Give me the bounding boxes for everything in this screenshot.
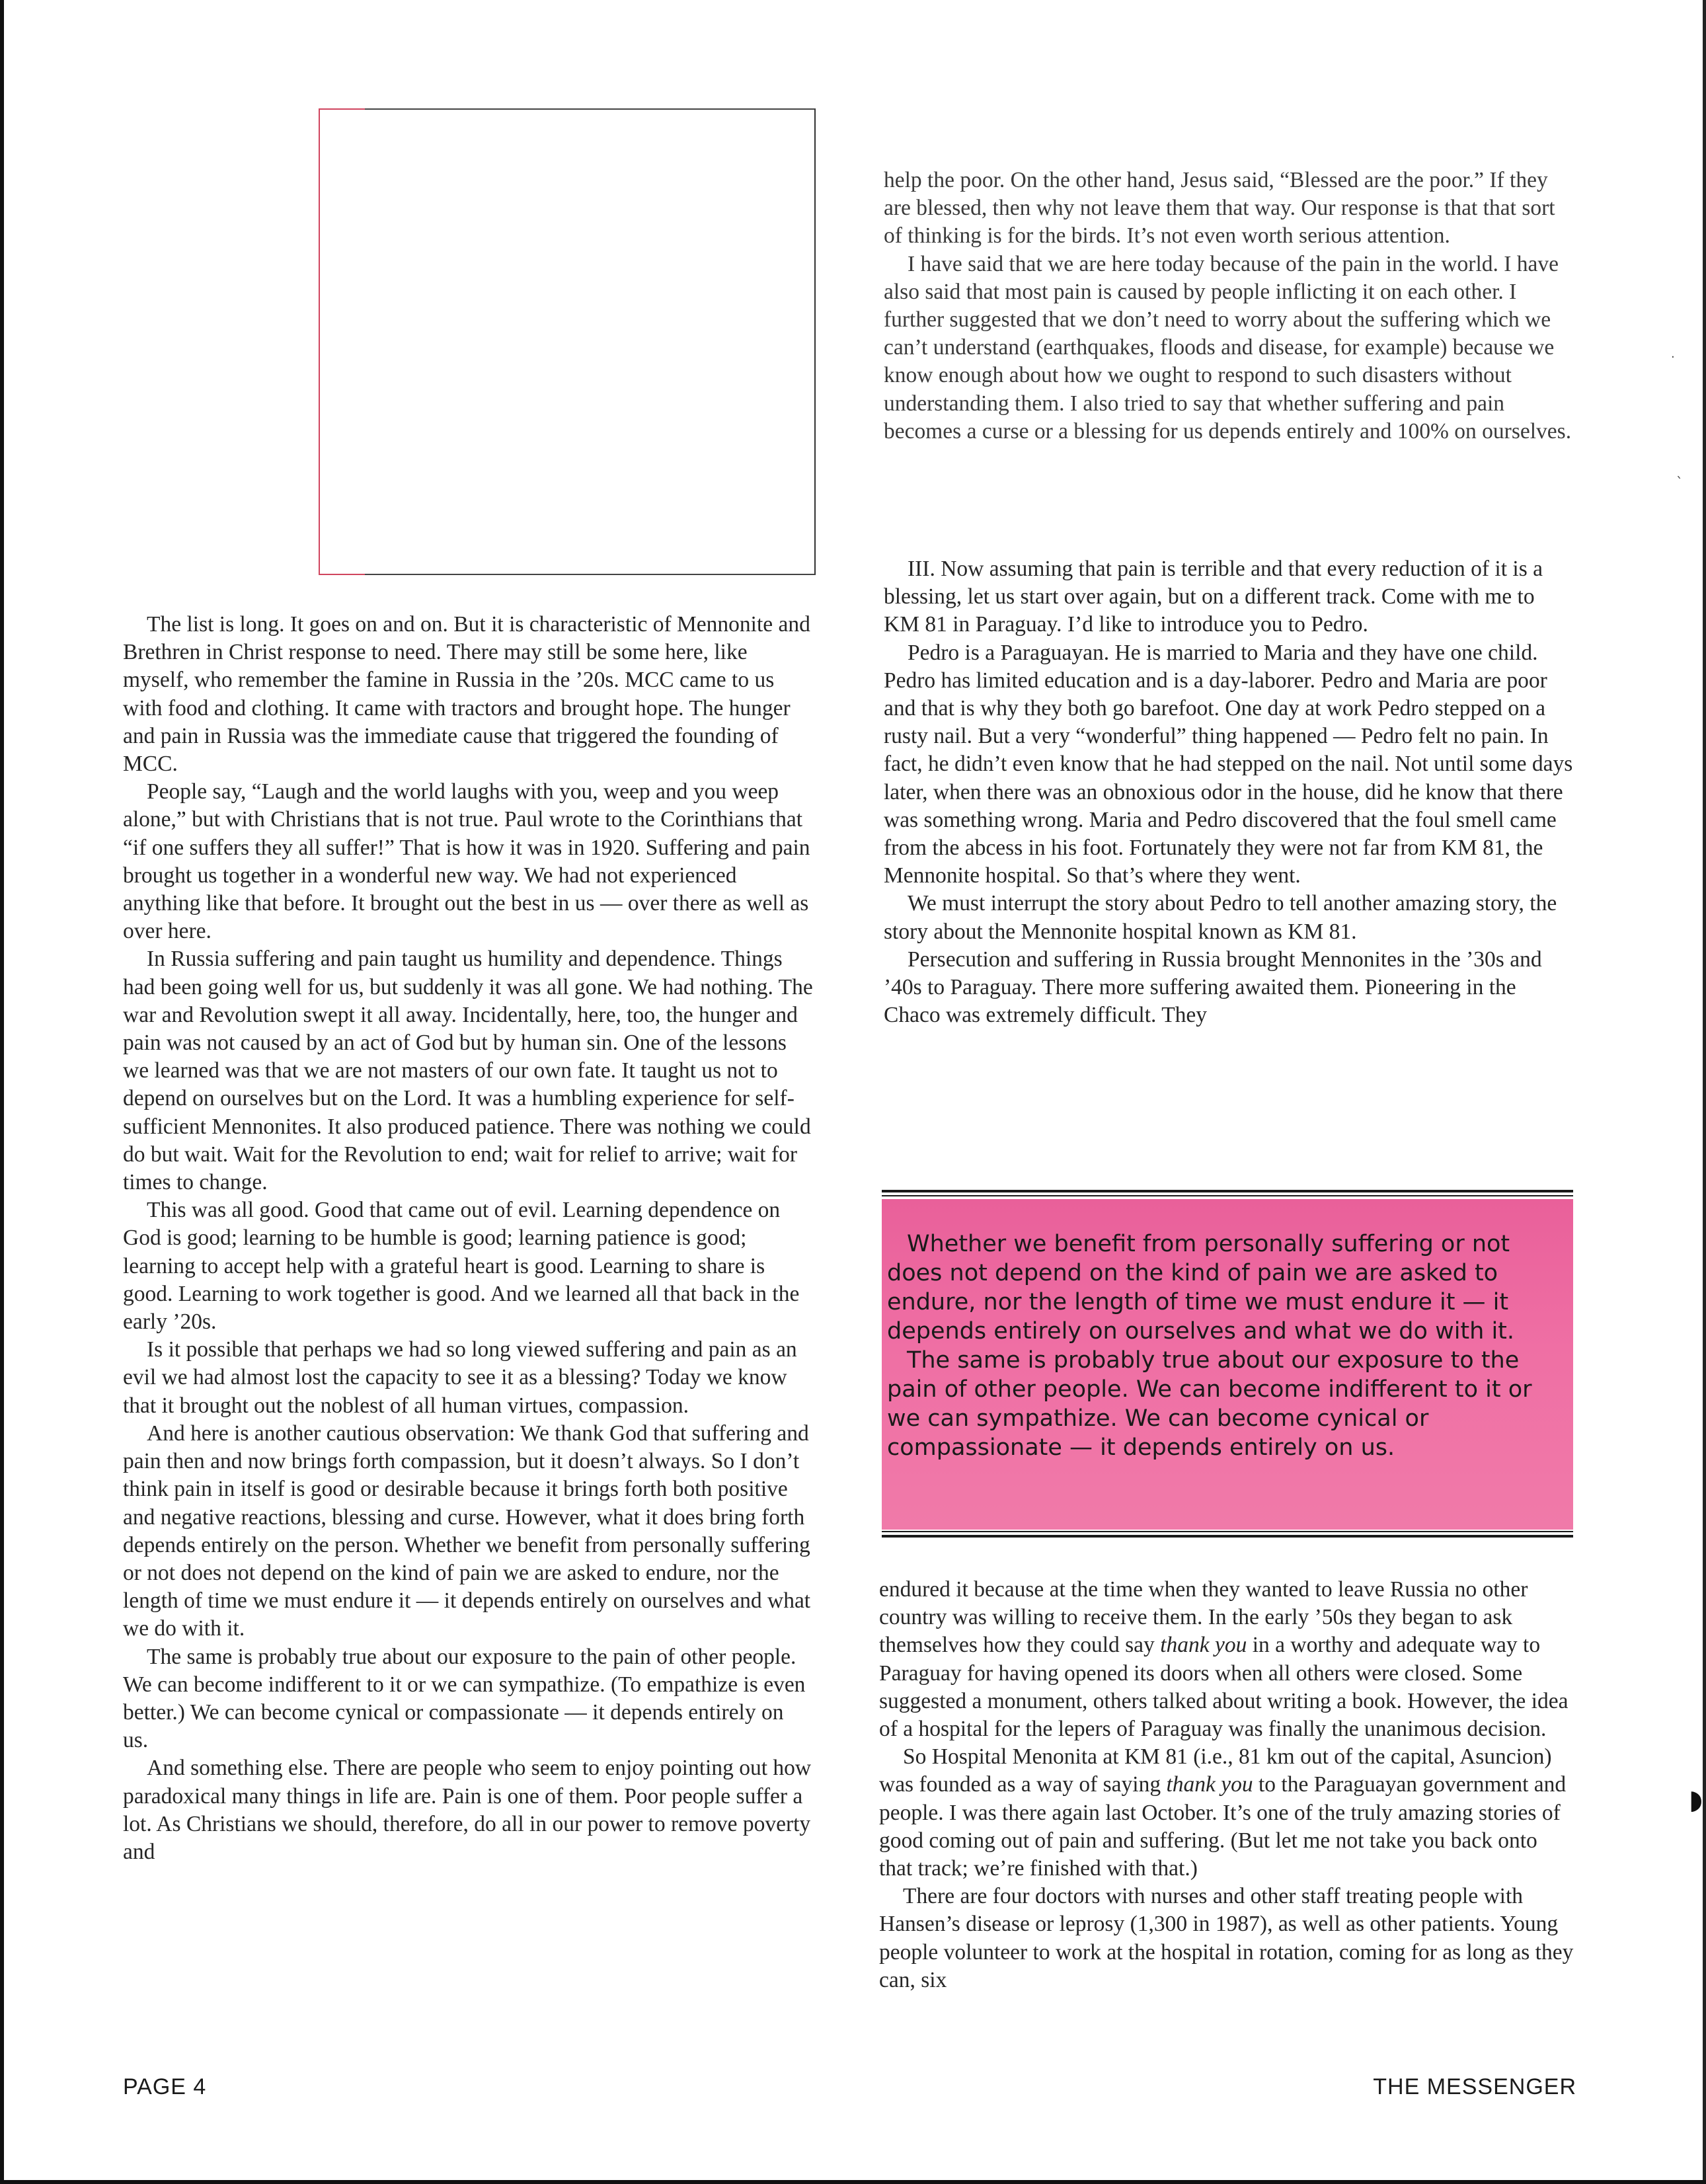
- paragraph: So Hospital Menonita at KM 81 (i.e., 81 km out of the capital, Asuncion) was founded as a way of saying thank you to the Paraguayan government and people. I was there again last October. It’s one of the truly amazing stories of good coming out of pain and suffering. (But let me not take you back onto that track; we’re finished with that.): [879, 1744, 1567, 1881]
- pull-quote-body: [882, 1199, 1573, 1530]
- paragraph: Persecution and suffering in Russia brought Mennonites in the ’30s and ’40s to Paraguay. There more suffering awaited them. Pioneering in the Chaco was extremely difficult. They: [884, 947, 1542, 1028]
- right-column-top: [884, 167, 1574, 446]
- paragraph: endured it because at the time when they wanted to leave Russia no other country was willing to receive them. In the early ’50s they began to ask themselves how they could say thank you in a worthy and adequate way to Paraguay for having opened its doors when all others were closed. Some suggested a monument, others talked about writing a book. However, the idea of a hospital for the lepers of Paraguay was finally the unanimous decision.: [879, 1577, 1569, 1742]
- scan-mark: ·: [1671, 350, 1675, 364]
- pull-quote-rule-top: [882, 1190, 1573, 1192]
- pull-quote-paragraph: The same is probably true about our exposure to the pain of other people. We can become indifferent to it or we can sympathize. We can become cynical or compassionate — it depends entirely on us.: [887, 1347, 1532, 1461]
- paragraph: This was all good. Good that came out of evil. Learning dependence on God is good; learning to be humble is good; learning patience is good; learning to accept help with a grateful heart is good. Learning to share is good. Learning to work together is good. And we learned all that back in the early ’20s.: [123, 1198, 800, 1335]
- scan-edge-bottom: [0, 2180, 1706, 2184]
- paragraph: People say, “Laugh and the world laughs with you, weep and you weep alone,” but with Christians that is not true. Paul wrote to the Corinthians that “if one suffers they all suffer!” That is how it was in 1920. Suffering and pain brought us together in a wonderful new way. We had not experienced anything like that before. It brought out the best in us — over there as well as over here.: [123, 779, 810, 944]
- paragraph: I have said that we are here today because of the pain in the world. I have also said that most pain is caused by people inflicting it on each other. I further suggested that we don’t need to worry about the suffering which we can’t understand (earthquakes, floods and disease, for example) because we know enough about how we ought to respond to such disasters without understanding them. I also tried to say that whether suffering and pain becomes a curse or a blessing for us depends entirely and 100% on ourselves.: [884, 251, 1572, 444]
- left-column: [123, 611, 813, 1866]
- photo-placeholder-frame: [319, 108, 816, 575]
- right-column-middle: [884, 555, 1574, 1029]
- scan-edge-right: [1703, 0, 1706, 2184]
- paragraph: Pedro is a Paraguayan. He is married to Maria and they have one child. Pedro has limited education and is a day-laborer. Pedro and Maria are poor and that is why they both go barefoot. One day at work Pedro stepped on a rusty nail. But a very “wonderful” thing happened — Pedro felt no pain. In fact, he didn’t even know that he had stepped on the nail. Not until some days later, when there was an obnoxious odor in the house, did he know that there was something wrong. Maria and Pedro discovered that the foul smell came from the abcess in his foot. Fortunately they were not far from KM 81, the Mennonite hospital. So that’s where they went.: [884, 640, 1573, 888]
- scan-mark: ˎ: [1676, 463, 1683, 479]
- paragraph: The same is probably true about our exposure to the pain of other people. We can become indifferent to it or we can sympathize. (To empathize is even better.) We can become cynical or compassionate — it depends entirely on us.: [123, 1644, 806, 1753]
- paragraph: III. Now assuming that pain is terrible and that every reduction of it is a blessing, let us start over again, but on a different track. Come with me to KM 81 in Paraguay. I’d like to introduce you to Pedro.: [884, 557, 1543, 637]
- paragraph: We must interrupt the story about Pedro to tell another amazing story, the story about the Mennonite hospital known as KM 81.: [884, 891, 1557, 944]
- pull-quote-rule-bottom: [882, 1535, 1573, 1538]
- paragraph: In Russia suffering and pain taught us humility and dependence. Things had been going well for us, but suddenly it was all gone. We had nothing. The war and Revolution swept it all away. Incidentally, here, too, the hunger and pain was not caused by an act of God but by human sin. One of the lessons we learned was that we are not masters of our own fate. It taught us not to depend on ourselves but on the Lord. It was a humbling experience for self-sufficient Mennonites. It also produced patience. There was nothing we could do but wait. Wait for the Revolution to end; wait for relief to arrive; wait for times to change.: [123, 947, 813, 1195]
- scan-mark: ◗: [1689, 1785, 1703, 1815]
- paragraph: Is it possible that perhaps we had so long viewed suffering and pain as an evil we had almost lost the capacity to see it as a blessing? Today we know that it brought out the noblest of all human virtues, compassion.: [123, 1337, 797, 1418]
- paragraph: And something else. There are people who seem to enjoy pointing out how paradoxical many things in life are. Pain is one of them. Poor people suffer a lot. As Christians we should, therefore, do all in our power to remove poverty and: [123, 1756, 812, 1864]
- paragraph: And here is another cautious observation: We thank God that suffering and pain then and now brings forth compassion, but it doesn’t always. So I don’t think pain in itself is good or desirable because it brings forth both positive and negative reactions, blessing and curse. However, what it does bring forth depends entirely on the person. Whether we benefit from personally suffering or not does not depend on the kind of pain we are asked to endure, nor the length of time we must endure it — it depends entirely on ourselves and what we do with it.: [123, 1421, 811, 1641]
- publication-name: THE MESSENGER: [1373, 2074, 1576, 2099]
- right-column-bottom: [879, 1576, 1574, 1994]
- pull-quote-paragraph: Whether we benefit from personally suffering or not does not depend on the kind of pain we are asked to endure, nor the length of time we must endure it — it depends entirely on ourselves and what we do with it.: [887, 1231, 1515, 1345]
- paragraph: help the poor. On the other hand, Jesus said, “Blessed are the poor.” If they are blessed, then why not leave them that way. Our response is that that sort of thinking is for the birds. It’s not even worth serious attention.: [884, 168, 1555, 249]
- paragraph: There are four doctors with nurses and other staff treating people with Hansen’s disease or leprosy (1,300 in 1987), as well as other patients. Young people volunteer to work at the hospital in rotation, coming for as long as they can, six: [879, 1884, 1574, 1992]
- pull-quote: [882, 1190, 1573, 1539]
- page-number: PAGE 4: [123, 2074, 207, 2099]
- paragraph: The list is long. It goes on and on. But it is characteristic of Mennonite and Brethren in Christ response to need. There may still be some here, like myself, who remember the famine in Russia in the ’20s. MCC came to us with food and clothing. It came with tractors and brought hope. The hunger and pain in Russia was the immediate cause that triggered the founding of MCC.: [123, 612, 810, 777]
- scan-edge-left: [0, 0, 4, 2184]
